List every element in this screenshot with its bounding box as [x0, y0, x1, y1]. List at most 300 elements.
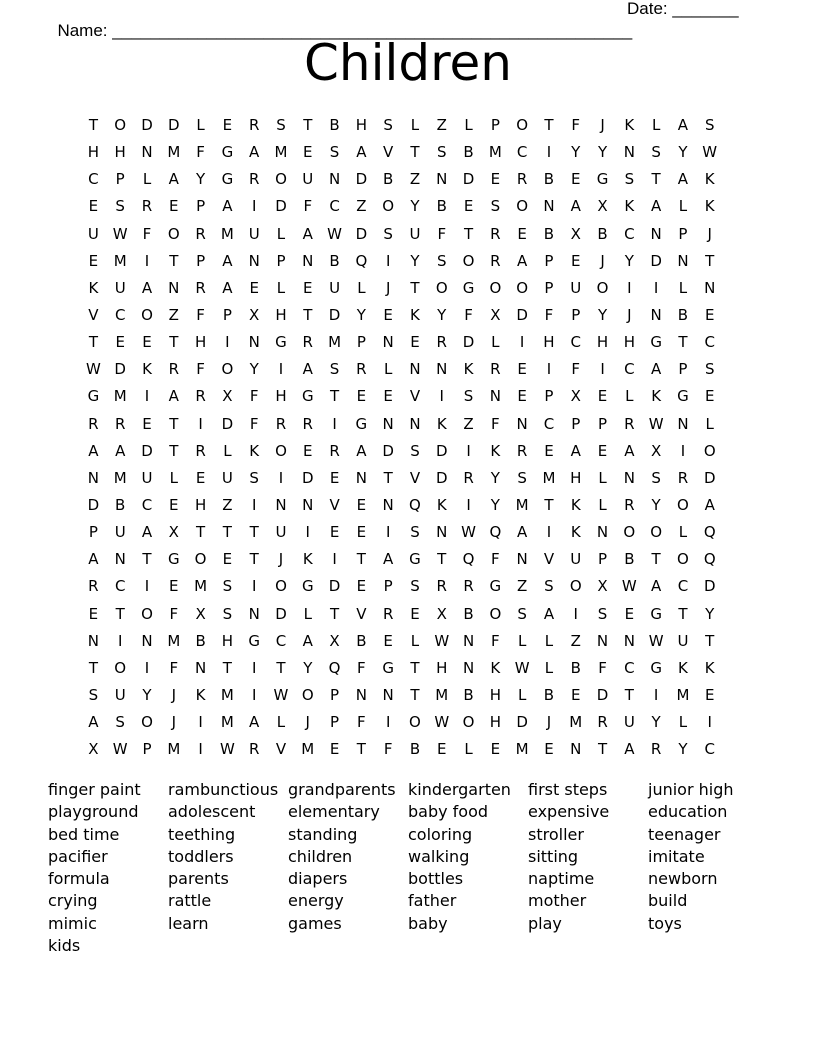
- grid-letter: L: [196, 116, 205, 134]
- grid-letter: E: [329, 468, 340, 487]
- grid-letter: M: [220, 685, 234, 704]
- grid-letter: T: [356, 740, 366, 759]
- grid-letter: Z: [409, 170, 421, 189]
- grid-letter: S: [704, 360, 715, 379]
- grid-letter: O: [409, 713, 421, 732]
- grid-letter: O: [275, 577, 287, 596]
- grid-letter: X: [597, 577, 608, 596]
- word-bank-item: kindergarten: [408, 780, 511, 799]
- grid-letter: W: [112, 224, 128, 243]
- grid-letter: R: [490, 251, 501, 270]
- grid-letter: P: [598, 550, 608, 569]
- grid-letter: O: [141, 305, 153, 324]
- grid-letter: N: [114, 550, 126, 569]
- grid-letter: T: [222, 523, 232, 542]
- grid-letter: D: [355, 170, 368, 189]
- grid-letter: E: [571, 251, 581, 270]
- grid-letter: D: [355, 224, 368, 243]
- grid-letter: I: [627, 278, 632, 297]
- grid-letter: Y: [597, 305, 608, 324]
- grid-letter: T: [88, 333, 98, 352]
- grid-letter: L: [357, 278, 366, 297]
- grid-letter: N: [382, 414, 394, 433]
- grid-letter: W: [273, 685, 289, 704]
- grid-letter: U: [114, 523, 126, 542]
- grid-letter: R: [88, 577, 99, 596]
- grid-letter: Y: [571, 143, 581, 162]
- grid-letter: Y: [651, 713, 661, 732]
- grid-letter: E: [410, 604, 420, 623]
- grid-letter: I: [144, 251, 150, 270]
- grid-letter: D: [435, 441, 448, 460]
- grid-letter: O: [435, 278, 448, 297]
- word-bank-item: finger paint: [48, 780, 141, 799]
- grid-letter: U: [114, 685, 126, 704]
- grid-letter: F: [249, 414, 259, 433]
- grid-letter: K: [624, 116, 635, 134]
- grid-letter: D: [703, 468, 716, 487]
- grid-letter: I: [278, 360, 284, 379]
- grid-letter: S: [222, 577, 233, 596]
- grid-letter: F: [196, 360, 205, 379]
- grid-letter: I: [144, 658, 150, 677]
- grid-letter: V: [275, 740, 287, 759]
- grid-letter: R: [490, 224, 501, 243]
- grid-letter: D: [435, 468, 448, 487]
- grid-letter: E: [329, 740, 340, 759]
- grid-letter: D: [221, 414, 234, 433]
- grid-letter: X: [436, 604, 447, 623]
- grid-letter: T: [383, 468, 393, 487]
- grid-letter: L: [464, 116, 473, 134]
- grid-letter: I: [653, 685, 659, 704]
- grid-letter: Q: [703, 523, 716, 542]
- word-bank-item: coloring: [408, 824, 473, 844]
- word-bank-item: games: [288, 913, 342, 933]
- grid-letter: F: [357, 658, 366, 677]
- grid-letter: G: [596, 170, 609, 189]
- grid-letter: S: [329, 143, 340, 162]
- grid-letter: S: [410, 441, 420, 460]
- grid-letter: O: [141, 604, 153, 623]
- grid-letter: E: [142, 414, 152, 433]
- grid-letter: B: [543, 685, 555, 704]
- word-bank-item: bottles: [408, 869, 464, 889]
- grid-letter: K: [436, 414, 447, 433]
- grid-letter: N: [623, 631, 635, 650]
- grid-letter: T: [705, 251, 715, 270]
- grid-letter: H: [489, 685, 501, 704]
- grid-letter: O: [489, 604, 502, 623]
- grid-letter: K: [704, 658, 715, 677]
- grid-letter: T: [410, 685, 420, 704]
- grid-letter: F: [383, 740, 393, 759]
- grid-letter: T: [142, 550, 152, 569]
- grid-letter: U: [87, 224, 99, 243]
- grid-letter: S: [88, 685, 99, 704]
- grid-letter: P: [678, 224, 688, 243]
- grid-letter: H: [275, 305, 287, 324]
- grid-letter: L: [678, 278, 688, 297]
- grid-letter: T: [678, 604, 688, 623]
- grid-letter: B: [463, 143, 474, 162]
- grid-letter: F: [357, 713, 366, 732]
- grid-letter: P: [678, 360, 688, 379]
- grid-letter: D: [516, 305, 528, 324]
- grid-letter: T: [651, 550, 661, 569]
- grid-letter: K: [490, 658, 501, 677]
- grid-letter: A: [302, 360, 313, 379]
- grid-letter: J: [707, 224, 712, 243]
- grid-letter: L: [491, 333, 500, 352]
- grid-letter: S: [383, 116, 393, 134]
- grid-letter: N: [302, 495, 314, 514]
- grid-letter: Z: [356, 197, 367, 216]
- grid-letter: L: [517, 685, 527, 704]
- grid-letter: F: [491, 414, 500, 433]
- grid-letter: W: [219, 740, 235, 759]
- word-bank-item: baby: [408, 913, 448, 933]
- grid-letter: T: [410, 278, 420, 297]
- grid-letter: P: [571, 414, 581, 433]
- grid-letter: Y: [303, 658, 313, 677]
- grid-letter: E: [356, 495, 367, 514]
- grid-letter: C: [275, 631, 287, 650]
- word-bank-item: junior high: [648, 780, 734, 799]
- grid-letter: B: [463, 604, 474, 623]
- word-bank-item: kids: [48, 936, 81, 956]
- grid-letter: F: [169, 604, 179, 623]
- grid-letter: A: [651, 197, 662, 216]
- grid-letter: N: [168, 278, 180, 297]
- grid-letter: I: [466, 495, 471, 514]
- grid-letter: K: [410, 305, 420, 324]
- grid-letter: I: [117, 631, 123, 650]
- word-bank-item: standing: [288, 824, 358, 844]
- grid-letter: S: [597, 604, 608, 623]
- word-bank-item: elementary: [288, 802, 380, 822]
- grid-letter: M: [113, 387, 127, 406]
- grid-letter: W: [461, 523, 476, 542]
- grid-letter: O: [516, 278, 529, 297]
- grid-letter: G: [301, 387, 314, 406]
- grid-letter: K: [490, 441, 501, 460]
- grid-letter: L: [598, 468, 607, 487]
- grid-letter: T: [249, 550, 259, 569]
- grid-letter: O: [623, 523, 636, 542]
- grid-letter: M: [167, 740, 181, 759]
- grid-letter: A: [222, 197, 233, 216]
- date-line: Date: _______: [627, 0, 739, 18]
- grid-letter: J: [171, 713, 176, 732]
- grid-letter: E: [597, 387, 608, 406]
- grid-letter: R: [302, 414, 313, 433]
- grid-letter: E: [383, 387, 393, 406]
- grid-letter: E: [704, 305, 715, 324]
- grid-letter: R: [436, 333, 447, 352]
- word-bank-item: sitting: [528, 846, 579, 866]
- grid-letter: V: [356, 604, 367, 623]
- grid-letter: S: [517, 468, 527, 487]
- grid-letter: E: [624, 604, 635, 623]
- grid-letter: G: [87, 387, 100, 406]
- grid-letter: I: [573, 604, 578, 623]
- grid-letter: W: [621, 577, 637, 596]
- grid-letter: K: [624, 197, 635, 216]
- grid-letter: J: [627, 305, 632, 324]
- grid-letter: U: [221, 468, 233, 487]
- grid-letter: R: [302, 333, 313, 352]
- grid-letter: A: [222, 278, 233, 297]
- grid-letter: T: [544, 495, 554, 514]
- grid-letter: S: [249, 468, 259, 487]
- grid-letter: S: [276, 116, 286, 134]
- grid-letter: D: [328, 305, 341, 324]
- grid-letter: N: [677, 251, 689, 270]
- grid-letter: L: [678, 523, 688, 542]
- grid-letter: C: [88, 170, 99, 189]
- grid-letter: T: [303, 116, 313, 134]
- grid-letter: K: [88, 278, 99, 297]
- grid-letter: T: [410, 143, 420, 162]
- grid-letter: D: [141, 441, 153, 460]
- grid-letter: E: [490, 740, 501, 759]
- word-bank-item: playground: [48, 802, 139, 822]
- grid-letter: T: [169, 414, 179, 433]
- grid-letter: G: [409, 550, 421, 569]
- grid-letter: I: [546, 523, 552, 542]
- grid-letter: S: [329, 360, 340, 379]
- grid-letter: T: [356, 550, 366, 569]
- word-bank-item: rambunctious: [168, 780, 279, 799]
- grid-letter: E: [383, 305, 393, 324]
- grid-letter: M: [676, 685, 690, 704]
- grid-letter: G: [650, 604, 662, 623]
- grid-letter: E: [571, 685, 581, 704]
- grid-letter: O: [516, 116, 529, 134]
- grid-letter: R: [463, 577, 474, 596]
- grid-letter: D: [141, 116, 153, 134]
- grid-letter: B: [356, 631, 367, 650]
- grid-letter: K: [142, 360, 152, 379]
- grid-letter: K: [463, 360, 474, 379]
- grid-letter: I: [332, 414, 337, 433]
- grid-letter: E: [222, 116, 233, 134]
- grid-letter: V: [329, 495, 340, 514]
- grid-letter: Y: [437, 305, 447, 324]
- grid-letter: P: [330, 713, 340, 732]
- grid-letter: D: [114, 360, 126, 379]
- grid-letter: C: [624, 224, 635, 243]
- grid-letter: S: [410, 523, 420, 542]
- grid-letter: I: [546, 143, 552, 162]
- grid-letter: T: [88, 658, 98, 677]
- grid-letter: V: [88, 305, 99, 324]
- grid-letter: X: [222, 387, 233, 406]
- grid-letter: F: [142, 224, 152, 243]
- grid-letter: F: [196, 143, 205, 162]
- grid-letter: P: [330, 685, 340, 704]
- grid-letter: Y: [490, 468, 500, 487]
- grid-letter: O: [489, 278, 502, 297]
- grid-letter: R: [650, 740, 662, 759]
- grid-letter: A: [141, 523, 153, 542]
- grid-letter: C: [704, 740, 715, 759]
- grid-letter: S: [704, 116, 715, 134]
- grid-letter: T: [678, 333, 688, 352]
- grid-letter: G: [275, 333, 287, 352]
- word-bank-item: naptime: [528, 869, 595, 889]
- grid-letter: O: [650, 523, 663, 542]
- grid-letter: A: [624, 441, 635, 460]
- word-bank-item: formula: [48, 869, 110, 889]
- grid-letter: E: [704, 685, 715, 704]
- grid-letter: B: [677, 305, 689, 324]
- grid-letter: N: [623, 143, 635, 162]
- grid-letter: D: [328, 577, 341, 596]
- grid-letter: S: [651, 468, 661, 487]
- grid-letter: R: [168, 360, 179, 379]
- grid-letter: I: [144, 387, 150, 406]
- word-bank-item: learn: [168, 913, 209, 933]
- grid-letter: B: [195, 631, 206, 650]
- grid-letter: Z: [222, 495, 233, 514]
- grid-letter: U: [570, 550, 582, 569]
- grid-letter: A: [570, 441, 581, 460]
- grid-letter: T: [169, 333, 179, 352]
- grid-letter: R: [490, 360, 501, 379]
- grid-letter: X: [597, 197, 608, 216]
- grid-letter: M: [328, 333, 342, 352]
- grid-letter: N: [275, 495, 287, 514]
- grid-letter: I: [278, 468, 284, 487]
- grid-letter: N: [543, 197, 555, 216]
- grid-letter: P: [544, 387, 554, 406]
- grid-letter: L: [464, 740, 473, 759]
- grid-letter: P: [598, 414, 608, 433]
- grid-letter: E: [195, 468, 206, 487]
- grid-letter: N: [194, 658, 207, 677]
- grid-letter: L: [678, 197, 688, 216]
- grid-letter: N: [436, 170, 448, 189]
- grid-letter: W: [648, 631, 664, 650]
- grid-letter: E: [249, 278, 259, 297]
- grid-letter: Q: [355, 251, 368, 270]
- grid-letter: R: [195, 278, 206, 297]
- grid-letter: G: [462, 278, 475, 297]
- grid-letter: I: [385, 251, 391, 270]
- grid-letter: M: [542, 468, 556, 487]
- grid-letter: A: [651, 577, 662, 596]
- grid-letter: B: [543, 224, 555, 243]
- grid-letter: T: [276, 658, 286, 677]
- grid-letter: N: [141, 143, 153, 162]
- grid-letter: A: [88, 713, 99, 732]
- grid-letter: K: [704, 170, 715, 189]
- grid-letter: C: [114, 577, 126, 596]
- grid-letter: A: [677, 170, 689, 189]
- name-line: Name: _______________________________________________________: [57, 21, 633, 40]
- name-date-header: [48, 0, 768, 40]
- grid-letter: T: [597, 740, 608, 759]
- grid-letter: M: [488, 143, 502, 162]
- grid-letter: L: [410, 631, 420, 650]
- grid-letter: E: [329, 523, 340, 542]
- grid-letter: U: [248, 224, 260, 243]
- grid-letter: L: [651, 116, 661, 134]
- grid-letter: O: [114, 658, 127, 677]
- grid-letter: A: [168, 170, 179, 189]
- grid-letter: E: [115, 333, 125, 352]
- grid-letter: T: [169, 251, 179, 270]
- grid-letter: F: [303, 197, 313, 216]
- grid-letter: M: [301, 740, 315, 759]
- grid-letter: C: [516, 143, 528, 162]
- grid-letter: X: [329, 631, 340, 650]
- grid-letter: E: [142, 333, 152, 352]
- grid-letter: N: [302, 251, 314, 270]
- word-bank-item: imitate: [648, 846, 705, 866]
- grid-letter: L: [678, 713, 688, 732]
- grid-letter: V: [409, 468, 421, 487]
- grid-letter: H: [355, 116, 367, 134]
- grid-letter: L: [517, 631, 527, 650]
- grid-letter: H: [623, 333, 635, 352]
- grid-letter: I: [680, 441, 686, 460]
- grid-letter: N: [248, 251, 260, 270]
- grid-letter: E: [571, 170, 581, 189]
- grid-letter: S: [651, 143, 661, 162]
- grid-letter: J: [171, 685, 176, 704]
- grid-letter: O: [382, 197, 395, 216]
- grid-letter: Z: [570, 631, 581, 650]
- grid-letter: E: [517, 387, 527, 406]
- grid-letter: A: [249, 713, 260, 732]
- grid-letter: J: [385, 278, 391, 297]
- word-bank-item: parents: [168, 869, 229, 889]
- grid-letter: W: [85, 360, 101, 379]
- grid-letter: O: [221, 360, 234, 379]
- grid-letter: G: [650, 658, 662, 677]
- grid-letter: W: [514, 658, 530, 677]
- grid-letter: Y: [651, 495, 661, 514]
- word-bank-item: toddlers: [168, 846, 234, 866]
- grid-letter: E: [303, 143, 313, 162]
- grid-letter: U: [302, 170, 314, 189]
- grid-letter: X: [570, 224, 581, 243]
- grid-letter: M: [113, 251, 127, 270]
- grid-letter: E: [222, 550, 233, 569]
- grid-letter: O: [516, 197, 529, 216]
- grid-letter: G: [221, 170, 234, 189]
- grid-letter: N: [436, 523, 448, 542]
- grid-letter: A: [677, 116, 689, 134]
- grid-letter: W: [434, 631, 450, 650]
- grid-letter: E: [356, 577, 367, 596]
- grid-letter: A: [517, 251, 528, 270]
- grid-letter: A: [383, 550, 394, 569]
- grid-letter: T: [329, 387, 340, 406]
- grid-letter: P: [88, 523, 98, 542]
- word-bank: [48, 779, 768, 957]
- grid-letter: O: [275, 170, 287, 189]
- grid-letter: T: [222, 658, 232, 677]
- grid-letter: A: [168, 387, 179, 406]
- grid-letter: Y: [678, 143, 688, 162]
- grid-letter: C: [141, 495, 153, 514]
- grid-letter: U: [677, 631, 689, 650]
- grid-letter: T: [249, 523, 259, 542]
